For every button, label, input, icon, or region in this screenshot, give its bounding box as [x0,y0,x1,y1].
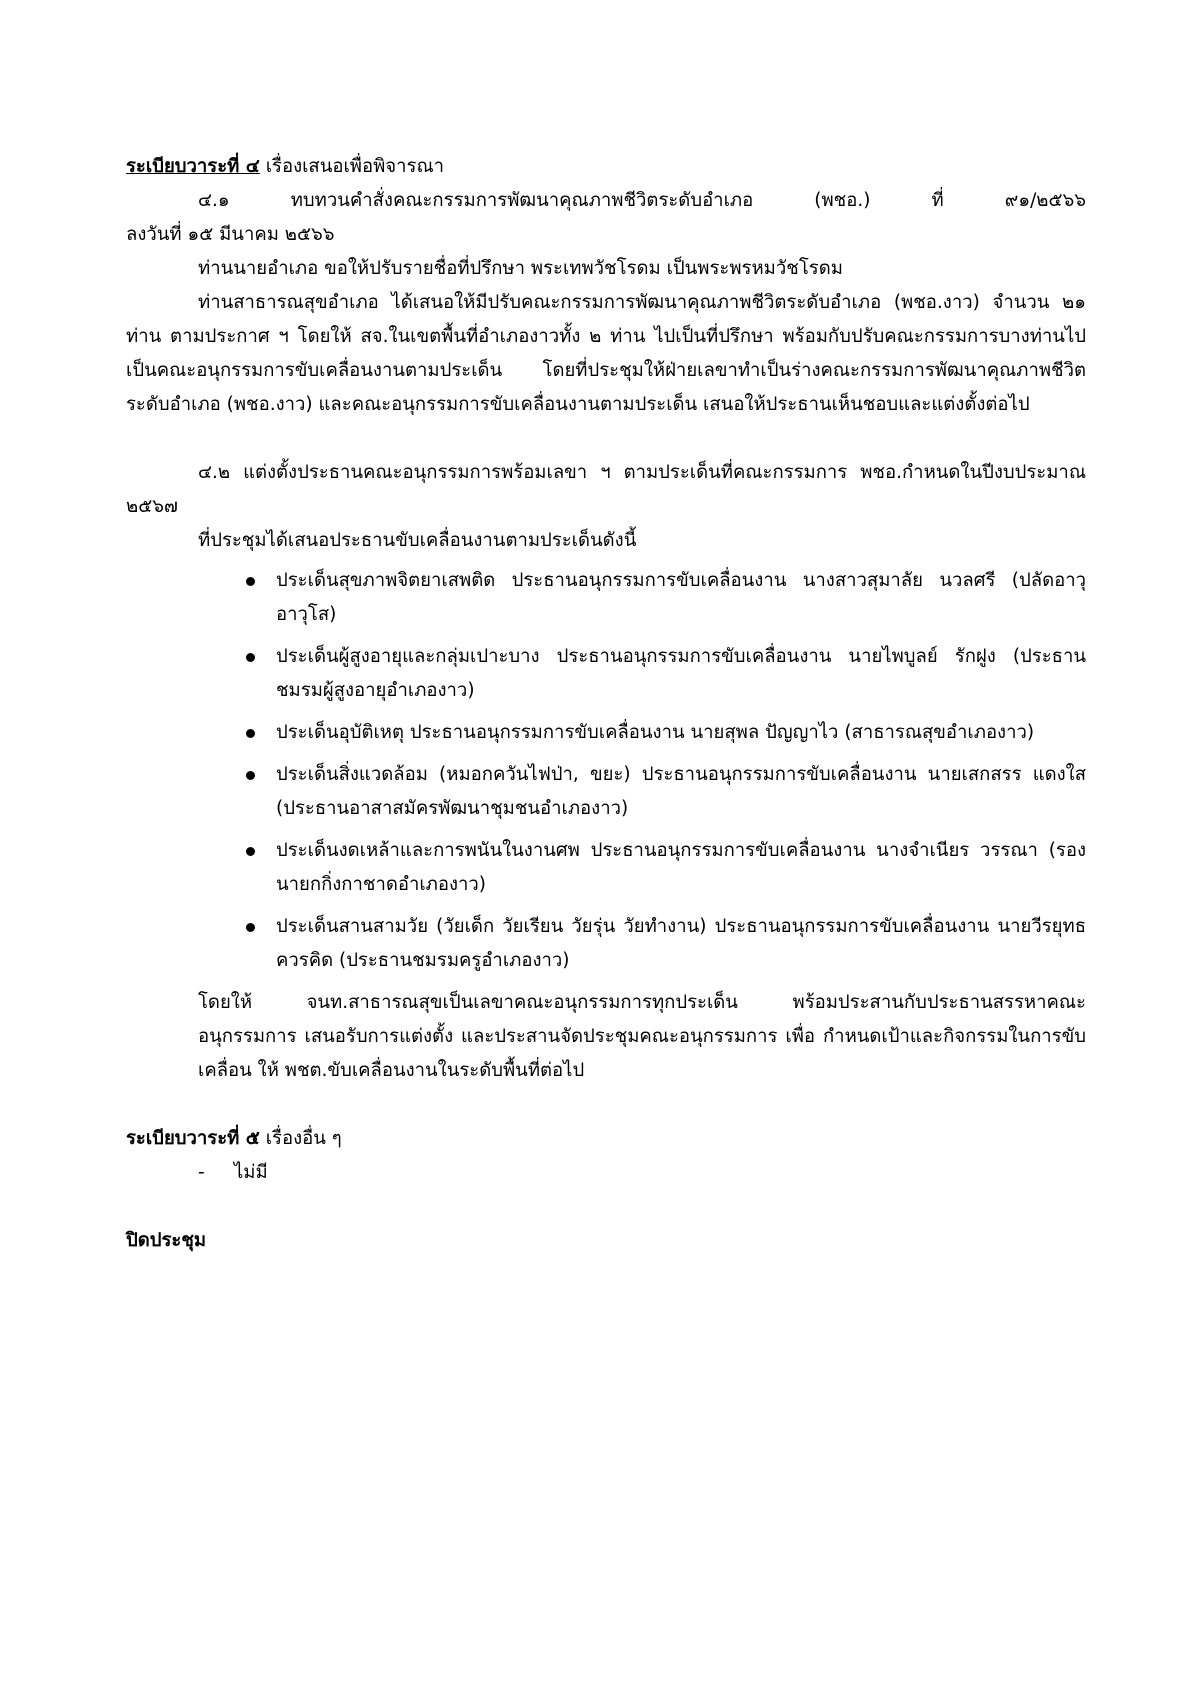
issue-list [126,564,1086,978]
agenda-5-item [126,1156,1086,1190]
bullet-icon [246,771,255,780]
bullet-icon [246,847,255,856]
agenda-5-heading-line [126,1122,1086,1156]
list-item-text: ประเด็นสิ่งแวดล้อม (หมอกควันไฟป่า, ขยะ) ประธานอนุกรรมการขับเคลื่อนงาน นายเสกสรร แดงใส (ประธานอาสาสมัครพัฒนาชุมชนอำเภองาว) [276,764,1086,819]
item-4-2-title: ๔.๒ แต่งตั้งประธานคณะอนุกรรมการพร้อมเลขา ฯ ตามประเด็นที่คณะกรรมการ พชอ.กำหนดในปีงบประมาณ ๒๕๖๗ [126,462,1086,517]
agenda-4-subtitle: เรื่องเสนอเพื่อพิจารณา [265,156,445,177]
bullet-icon [246,729,255,738]
list-item-text: ประเด็นสานสามวัย (วัยเด็ก วัยเรียน วัยรุ่น วัยทำงาน) ประธานอนุกรรมการขับเคลื่อนงาน นายวีรยุทธ ควรคิด (ประธานชมรมครูอำเภองาว) [276,916,1086,971]
list-item-text: ประเด็นงดเหล้าและการพนันในงานศพ ประธานอนุกรรมการขับเคลื่อนงาน นางจำเนียร วรรณา (รองนายกกิ่งกาชาดอำเภองาว) [276,840,1086,895]
item-4-1-paragraph-1: ท่านนายอำเภอ ขอให้ปรับรายชื่อที่ปรึกษา พระเทพวัชโรดม เป็นพระพรหมวัชโรดม [198,258,843,279]
item-4-1-title-line1: ๔.๑ ทบทวนคำสั่งคณะกรรมการพัฒนาคุณภาพชีวิตระดับอำเภอ (พชอ.) ที่ ๙๑/๒๕๖๖ [198,190,1086,211]
item-4-1-paragraph-2: ท่านสาธารณสุขอำเภอ ได้เสนอให้มีปรับคณะกรรมการพัฒนาคุณภาพชีวิตระดับอำเภอ (พชอ.งาว) จำนวน ๒๑ ท่าน ตามประกาศ ฯ โดยให้ สจ.ในเขตพื้นที่อำเภองาวทั้ง ๒ ท่าน ไปเป็นที่ปรึกษา พร้อมกับปรับคณะกรรมการบางท่านไปเป็นคณะอนุกรรมการขับเคลื่อนงานตามประเด็น โดยที่ประชุมให้ฝ่ายเลขาทำเป็นร่างคณะกรรมการพัฒนาคุณภาพชีวิตระดับอำเภอ (พชอ.งาว) และคณะอนุกรรมการขับเคลื่อนงานตามประเด็น เสนอให้ประธานเห็นชอบและแต่งตั้งต่อไป [126,292,1086,415]
spacer [126,422,1086,456]
agenda-5-item-text: ไม่มี [234,1162,268,1183]
agenda-5-subtitle: เรื่องอื่น ๆ [265,1128,342,1149]
dash-marker: - [198,1162,205,1183]
list-item [246,564,1086,632]
document-page [126,150,1086,1258]
closing-heading: ปิดประชุม [126,1230,207,1251]
agenda-4-heading-line [126,150,1086,184]
closing-heading-line [126,1224,1086,1258]
bullet-icon [246,923,255,932]
spacer [126,1190,1086,1224]
item-4-2-intro: ที่ประชุมได้เสนอประธานขับเคลื่อนงานตามประเด็นดังนี้ [198,530,637,551]
list-item [246,640,1086,708]
item-4-2-closing: โดยให้ จนท.สาธารณสุขเป็นเลขาคณะอนุกรรมการทุกประเด็น พร้อมประสานกับประธานสรรหาคณะอนุกรรมการ เสนอรับการแต่งตั้ง และประสานจัดประชุมคณะอนุกรรมการ เพื่อ กำหนดเป้าและกิจกรรมในการขับเคลื่อน ให้ พชต.ขับเคลื่อนงานในระดับพื้นที่ต่อไป [198,992,1086,1081]
list-item [246,716,1086,750]
agenda-5-heading: ระเบียบวาระที่ ๕ [126,1128,260,1149]
list-item [246,910,1086,978]
bullet-icon [246,653,255,662]
list-item [246,834,1086,902]
bullet-icon [246,577,255,586]
agenda-4-heading: ระเบียบวาระที่ ๔ [126,156,260,177]
item-4-1-title-line2: ลงวันที่ ๑๕ มีนาคม ๒๕๖๖ [126,224,335,245]
list-item-text: ประเด็นอุบัติเหตุ ประธานอนุกรรมการขับเคลื่อนงาน นายสุพล ปัญญาไว (สาธารณสุขอำเภองาว) [276,722,1035,743]
list-item-text: ประเด็นสุขภาพจิตยาเสพติด ประธานอนุกรรมการขับเคลื่อนงาน นางสาวสุมาลัย นวลศรี (ปลัดอาวุอาวุโส) [276,570,1086,625]
list-item [246,758,1086,826]
list-item-text: ประเด็นผู้สูงอายุและกลุ่มเปาะบาง ประธานอนุกรรมการขับเคลื่อนงาน นายไพบูลย์ รักฝูง (ประธานชมรมผู้สูงอายุอำเภองาว) [276,646,1086,701]
spacer [126,1088,1086,1122]
